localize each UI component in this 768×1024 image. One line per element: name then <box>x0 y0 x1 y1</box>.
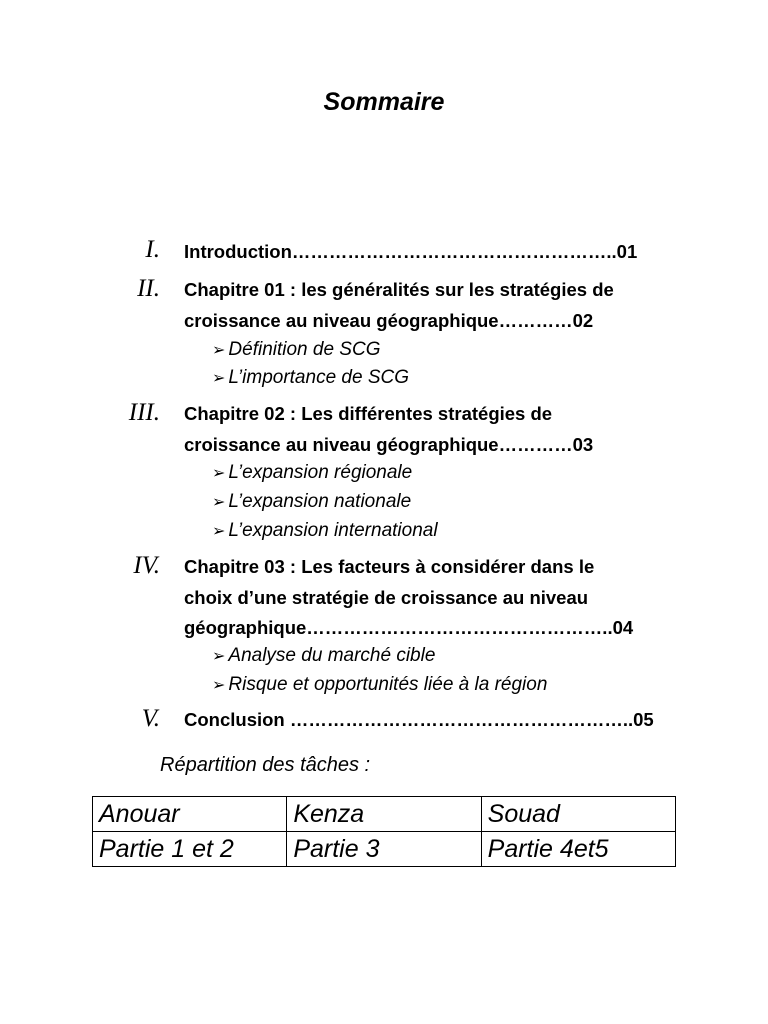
arrow-right-icon: ➢ <box>212 494 226 511</box>
table-cell: Partie 4et5 <box>481 832 675 867</box>
toc-subitem[interactable]: ➢ L’expansion nationale <box>212 491 412 512</box>
toc-line: Chapitre 03 : Les facteurs à considérer dans le <box>184 556 595 577</box>
toc-number: IV. <box>133 552 160 579</box>
tasks-table <box>92 796 676 867</box>
table-cell: Anouar <box>93 797 287 832</box>
toc-line: Chapitre 01 : les généralités sur les stratégies de <box>184 279 614 300</box>
arrow-right-icon: ➢ <box>212 648 226 665</box>
table-row <box>93 797 676 832</box>
toc-line: choix d’une stratégie de croissance au niveau <box>184 587 589 608</box>
toc-line: Conclusion ………………………………………………..05 <box>184 709 654 730</box>
toc-line: croissance au niveau géographique…………02 <box>184 310 594 331</box>
arrow-right-icon: ➢ <box>212 523 226 540</box>
toc-number: I. <box>145 236 160 263</box>
toc-subitem[interactable]: ➢ L’expansion régionale <box>212 462 413 483</box>
toc-subitem[interactable]: ➢ Définition de SCG <box>212 339 381 360</box>
toc-number: III. <box>128 399 160 426</box>
toc-line: Introduction……………………………………………..01 <box>184 241 638 262</box>
table-cell: Partie 1 et 2 <box>93 832 287 867</box>
repartition-heading: Répartition des tâches : <box>160 754 371 776</box>
table-cell: Partie 3 <box>287 832 481 867</box>
toc-number: II. <box>137 275 160 302</box>
toc-number: V. <box>141 705 160 732</box>
table-cell: Kenza <box>287 797 481 832</box>
toc-line: Chapitre 02 : Les différentes stratégies de <box>184 403 553 424</box>
arrow-right-icon: ➢ <box>212 677 226 694</box>
toc-subitem[interactable]: ➢ Risque et opportunités liée à la région <box>212 674 548 695</box>
arrow-right-icon: ➢ <box>212 370 226 387</box>
table-cell: Souad <box>481 797 675 832</box>
toc-subitem[interactable]: ➢ Analyse du marché cible <box>212 645 436 666</box>
toc-subitem[interactable]: ➢ L’expansion international <box>212 520 438 541</box>
arrow-right-icon: ➢ <box>212 465 226 482</box>
toc-subitem[interactable]: ➢ L’importance de SCG <box>212 367 409 388</box>
toc-line: géographique…………………………………………..04 <box>184 617 634 638</box>
arrow-right-icon: ➢ <box>212 342 226 359</box>
toc-line: croissance au niveau géographique…………03 <box>184 434 594 455</box>
table-row <box>93 832 676 867</box>
page-title: Sommaire <box>323 88 445 116</box>
